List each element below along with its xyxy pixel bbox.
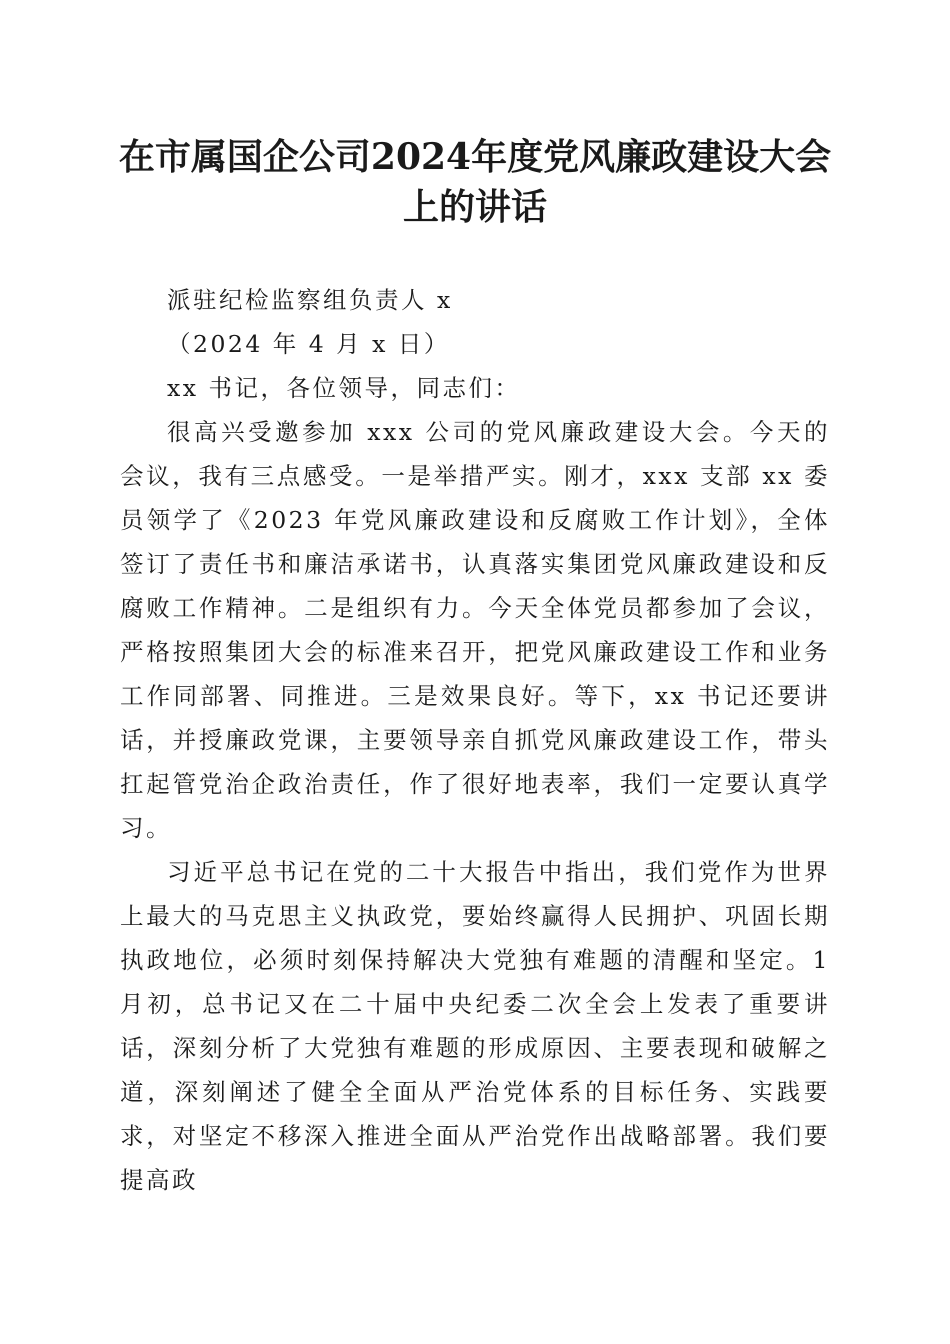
- salutation-line: xx 书记，各位领导，同志们：: [167, 374, 521, 402]
- paragraph-2: 习近平总书记在党的二十大报告中指出，我们党作为世界上最大的马克思主义执政党，要始终赢得人民拥护、巩固长期执政地位，必须时刻保持解决大党独有难题的清醒和坚定。1 月初，总书记又在二十届中央纪委二次全会上发表了重要讲话，深刻分析了大党独有难题的形成原因、主要表现和破解之道，深刻阐述了健全全面从严治党体系的目标任务、实践要求，对坚定不移深入推进全面从严治党作出战略部署。我们要提高政: [120, 858, 830, 1194]
- title-line-2: 上的讲话: [402, 186, 547, 228]
- title-line-1: 在市属国企公司2024年度党风廉政建设大会: [118, 136, 832, 178]
- document-title: [110, 132, 840, 232]
- document-body: [120, 278, 830, 1202]
- paragraph-1: 很高兴受邀参加 xxx 公司的党风廉政建设大会。今天的会议，我有三点感受。一是举措严实。刚才，xxx 支部 xx 委员领学了《2023 年党风廉政建设和反腐败工作计划》，全体签订了责任书和廉洁承诺书，认真落实集团党风廉政建设和反腐败工作精神。二是组织有力。今天全体党员都参加了会议，严格按照集团大会的标准来召开，把党风廉政建设工作和业务工作同部署、同推进。三是效果良好。等下，xx 书记还要讲话，并授廉政党课，主要领导亲自抓党风廉政建设工作，带头扛起管党治企政治责任，作了很好地表率，我们一定要认真学习。: [120, 418, 830, 842]
- speaker-line: 派驻纪检监察组负责人 x: [167, 286, 453, 314]
- date-line: （2024 年 4 月 x 日）: [167, 330, 450, 358]
